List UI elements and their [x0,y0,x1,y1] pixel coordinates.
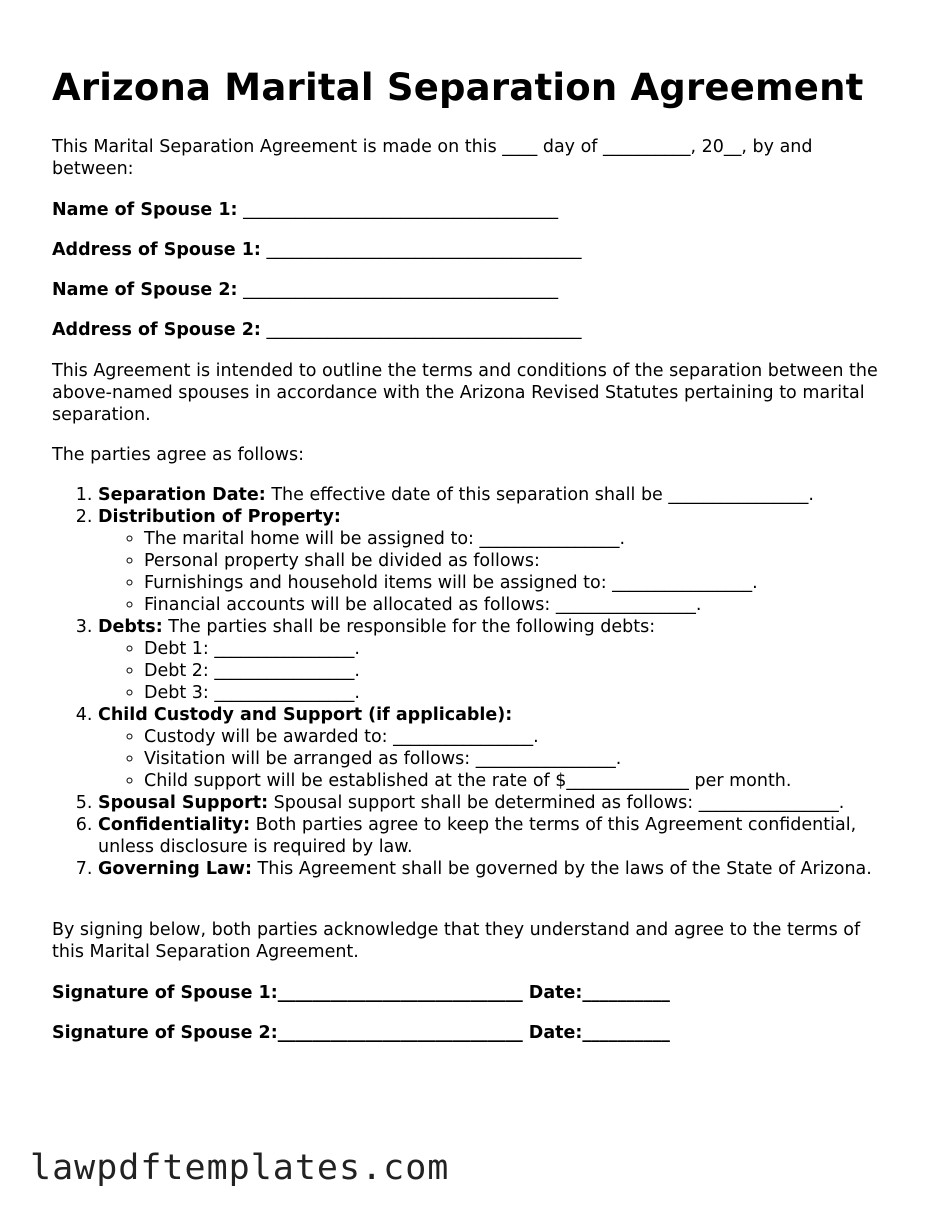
term-label: Spousal Support: [98,793,269,813]
field-blank: ____________________________________ [237,280,559,300]
sub-list [98,638,892,704]
signature-line: ____________________________ [277,1023,523,1043]
signature-label: Signature of Spouse 1: [52,983,278,1003]
term-text: The parties shall be responsible for the following debts: [162,617,656,637]
term-label: Confidentiality: [98,815,251,835]
list-item: ◦ Visitation will be arranged as follows: ________________. [144,748,892,770]
sub-list [98,528,892,616]
purpose-paragraph: This Agreement is intended to outline the terms and conditions of the separation between the above-named spouses in accordance with the Arizona Revised Statutes pertaining to marital separation. [52,361,878,425]
list-item: ◦ The marital home will be assigned to: ________________. [144,528,892,550]
date-label: Date: [522,983,583,1003]
field-label: Address of Spouse 2: [52,320,261,340]
list-item: ◦ Debt 2: ________________. [144,660,892,682]
date-line: __________ [582,1023,670,1043]
field-label: Name of Spouse 2: [52,280,238,300]
field-blank: ____________________________________ [260,240,582,260]
list-item: ◦ Child support will be established at the rate of $______________ per month. [144,770,892,792]
term-spousal-support [98,792,892,814]
signature-spouse-2 [52,1022,892,1044]
date-label: Date: [522,1023,583,1043]
list-item: ◦ Personal property shall be divided as follows: [144,550,892,572]
term-debts [98,616,892,704]
footer-watermark: lawpdftemplates.com [30,1148,450,1188]
field-label: Name of Spouse 1: [52,200,238,220]
term-label: Governing Law: [98,859,252,879]
term-separation-date [98,484,892,506]
document-title: Arizona Marital Separation Agreement [52,66,864,109]
term-child-custody [98,704,892,792]
term-governing-law [98,858,892,880]
term-text: The effective date of this separation shall be ________________. [265,485,814,505]
signature-spouse-1 [52,982,892,1004]
list-item: ◦ Furnishings and household items will be assigned to: ________________. [144,572,892,594]
term-text: Spousal support shall be determined as follows: ________________. [268,793,845,813]
term-label: Child Custody and Support (if applicable): [98,705,513,725]
signature-label: Signature of Spouse 2: [52,1023,278,1043]
signature-line: ____________________________ [277,983,523,1003]
term-text: This Agreement shall be governed by the laws of the State of Arizona. [251,859,872,879]
sub-list [98,726,892,792]
agree-intro: The parties agree as follows: [52,445,305,465]
field-blank: ____________________________________ [237,200,559,220]
term-distribution-of-property [98,506,892,616]
term-label: Separation Date: [98,485,266,505]
list-item: ◦ Custody will be awarded to: ________________. [144,726,892,748]
term-confidentiality [98,814,892,858]
field-label: Address of Spouse 1: [52,240,261,260]
field-address-spouse-2 [52,319,892,341]
list-item: ◦ Debt 1: ________________. [144,638,892,660]
field-name-spouse-2 [52,279,892,301]
term-label: Debts: [98,617,163,637]
list-item: ◦ Debt 3: ________________. [144,682,892,704]
field-name-spouse-1 [52,199,892,221]
term-label: Distribution of Property: [98,507,341,527]
term-text: Both parties agree to keep the terms of this Agreement confidential, unless disclosure is required by law. [98,815,857,857]
field-address-spouse-1 [52,239,892,261]
field-blank: ____________________________________ [260,320,582,340]
intro-paragraph: This Marital Separation Agreement is made on this ____ day of __________, 20__, by and between: [52,137,813,179]
closing-paragraph: By signing below, both parties acknowledge that they understand and agree to the terms of this Marital Separation Agreement. [52,920,861,962]
terms-list [52,484,892,880]
list-item: ◦ Financial accounts will be allocated as follows: ________________. [144,594,892,616]
date-line: __________ [582,983,670,1003]
